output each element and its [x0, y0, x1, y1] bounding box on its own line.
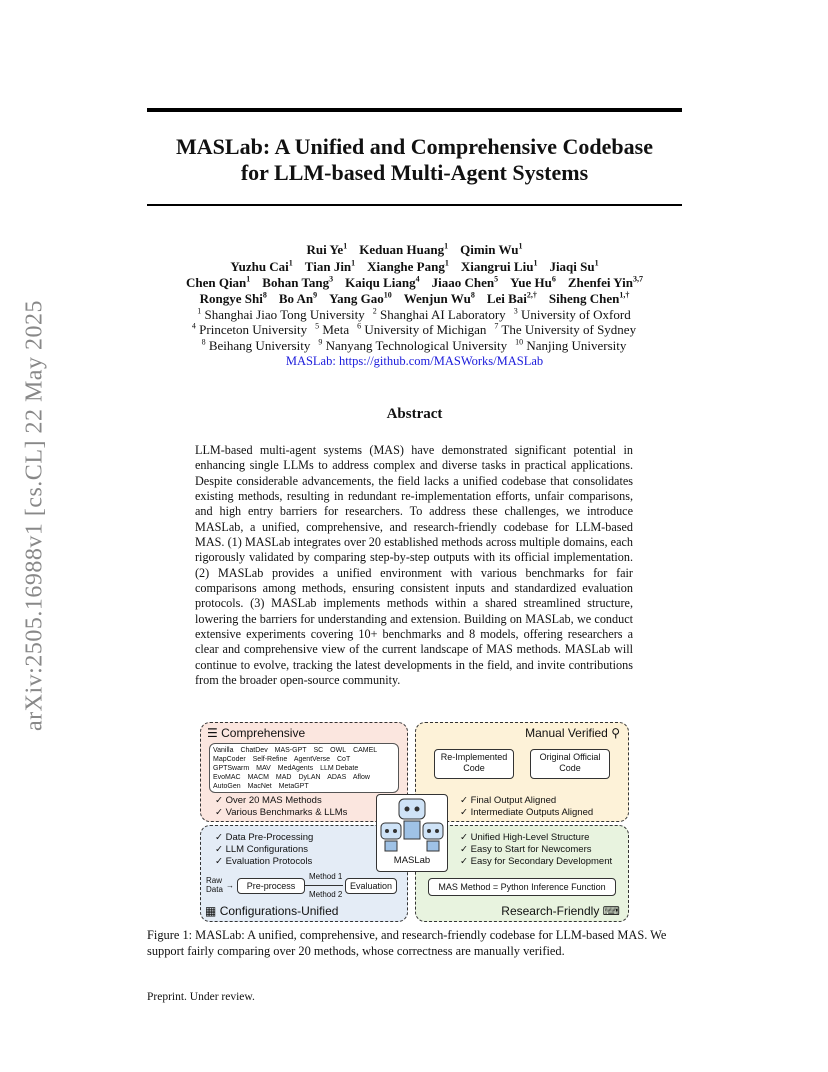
method-name: MapCoder	[213, 756, 246, 763]
affiliation: $^{10}$ Nanjing University	[515, 338, 627, 354]
author-sup: 8	[262, 291, 267, 300]
comp-check-1-label: Over 20 MAS Methods	[225, 795, 322, 806]
affiliation-sup: 3	[513, 307, 518, 316]
author-sup: 2,†	[526, 291, 537, 300]
affiliation-sup: 2	[372, 307, 377, 316]
author-name: Yang Gao$^{10}$	[329, 291, 392, 307]
author-name: Wenjun Wu$^8$	[403, 291, 475, 307]
affiliation-sup: 5	[315, 322, 320, 331]
keyboard-icon: ⌨	[602, 904, 620, 918]
method-name: CAMEL	[353, 747, 378, 754]
author-sup: 1	[594, 259, 599, 268]
affiliation: $^4$ Princeton University	[191, 322, 308, 338]
author-sup: 10	[383, 291, 392, 300]
affiliation-sup: 4	[191, 322, 196, 331]
author-sup: 6	[551, 275, 556, 284]
manual-check-1-label: Final Output Aligned	[470, 795, 557, 806]
preprint-note: Preprint. Under review.	[147, 991, 255, 1003]
author-sup: 1	[533, 259, 538, 268]
author-name: Jiaqi Su$^1$	[549, 259, 599, 275]
comp-check-1: ✓ Over 20 MAS Methods	[215, 795, 322, 806]
author-name: Kaiqu Liang$^4$	[345, 275, 420, 291]
method-name: AgentVerse	[293, 756, 331, 763]
raw-data-label: Raw Data	[206, 876, 223, 894]
method-name: ADAS	[327, 774, 347, 781]
comp-check-2: ✓ Various Benchmarks & LLMs	[215, 807, 348, 818]
author-line	[147, 259, 682, 275]
author-sup: 3	[329, 275, 334, 284]
author-name: Rui Ye$^1$	[306, 242, 348, 258]
preprocess-box: Pre-process	[237, 878, 305, 894]
manual-verified-label: Manual Verified	[525, 726, 608, 740]
author-sup: 1	[288, 259, 293, 268]
methods-cloud-text	[213, 746, 395, 791]
maslab-badge	[376, 794, 448, 872]
comprehensive-heading	[207, 726, 305, 740]
author-sup: 1	[518, 242, 523, 251]
affiliation-line	[100, 322, 728, 338]
comprehensive-label: Comprehensive	[221, 726, 306, 740]
affiliation: $^1$ Shanghai Jiao Tong University	[197, 307, 365, 323]
author-name: Tian Jin$^1$	[304, 259, 356, 275]
affiliation-sup: 6	[357, 322, 362, 331]
robot-icon	[377, 795, 447, 855]
method-name: EvoMAC	[213, 774, 241, 781]
author-name: Chen Qian$^1$	[185, 275, 251, 291]
manual-check-2: ✓ Intermediate Outputs Aligned	[460, 807, 594, 818]
author-line	[147, 242, 682, 258]
config-check-2-label: LLM Configurations	[225, 844, 308, 855]
research-check-3: ✓ Easy for Secondary Development	[460, 856, 613, 867]
method-name: MAD	[275, 774, 292, 781]
figure-caption: Figure 1: MASLab: A unified, comprehensive, and research-friendly codebase for LLM-based MAS. We support fairly comparing over 20 methods, whose correctness are manually verified.	[147, 928, 667, 958]
author-sup: 9	[313, 291, 318, 300]
author-name: Xiangrui Liu$^1$	[460, 259, 538, 275]
config-check-1: ✓ Data Pre-Processing	[215, 832, 314, 843]
magnifier-icon: ⚲	[611, 726, 620, 740]
author-name: Yuzhu Cai$^1$	[230, 259, 293, 275]
author-sup: 1	[444, 259, 449, 268]
reimplemented-code-box: Re-Implemented Code	[434, 749, 514, 779]
calendar-icon: ▦	[205, 904, 217, 918]
author-name: Xianghe Pang$^1$	[367, 259, 449, 275]
research-heading	[501, 904, 620, 918]
config-check-3-label: Evaluation Protocols	[225, 856, 313, 867]
method-name: LLM Debate	[320, 765, 359, 772]
title-line-2: for LLM-based Multi-Agent Systems	[240, 160, 589, 185]
author-sup: 1	[343, 242, 348, 251]
layers-icon: ☰	[207, 726, 218, 740]
research-label: Research-Friendly	[501, 904, 600, 918]
method-name: CoT	[337, 756, 351, 763]
configurations-heading	[205, 904, 338, 918]
research-check-1: ✓ Unified High-Level Structure	[460, 832, 590, 843]
affiliation: $^7$ The University of Sydney	[494, 322, 637, 338]
manual-check-2-label: Intermediate Outputs Aligned	[470, 807, 594, 818]
author-name: Yue Hu$^6$	[510, 275, 556, 291]
affiliation: $^5$ Meta	[315, 322, 350, 338]
method-2-label: Method 2	[309, 890, 343, 899]
research-check-1-label: Unified High-Level Structure	[470, 832, 590, 843]
affiliation: $^3$ University of Oxford	[513, 307, 631, 323]
affiliation-sup: 1	[197, 307, 202, 316]
arxiv-stamp: arXiv:2505.16988v1 [cs.CL] 22 May 2025	[21, 300, 48, 731]
author-sup: 1	[246, 275, 251, 284]
method-name: GPTSwarm	[213, 765, 250, 772]
title-bottom-rule	[147, 204, 682, 206]
author-name: Lei Bai$^{2,\dagger}$	[486, 291, 537, 307]
affiliation-sup: 10	[515, 338, 524, 347]
method-name: MAS-GPT	[274, 747, 307, 754]
abstract-heading: Abstract	[386, 406, 443, 422]
configurations-label: Configurations-Unified	[219, 904, 339, 918]
author-sup: 1	[444, 242, 449, 251]
comp-check-2-label: Various Benchmarks & LLMs	[225, 807, 348, 818]
author-sup: 4	[415, 275, 420, 284]
author-name: Keduan Huang$^1$	[359, 242, 449, 258]
abstract-body: LLM-based multi-agent systems (MAS) have demonstrated significant potential in enhancing single LLMs to address complex and diverse tasks in practical applications. Despite considerable advancements, the field lacks a unified codebase that consolidates existing methods, resulting in redundant re-implementation efforts, unfair comparisons, and high entry barriers for researchers. To address these challenges, we introduce MASLab, a unified, comprehensive, and research-friendly codebase for LLM-based MAS. (1) MASLab integrates over 20 established methods across multiple domains, each rigorously validated by comparing step-by-step outputs with its official implementation. (2) MASLab provides a unified environment with various benchmarks for fair comparisons among methods, ensuring consistent inputs and standardized evaluation protocols. (3) MASLab implements methods within a shared streamlined structure, lowering the barriers for understanding and extension. Building on MASLab, we conduct extensive experiments covering 10+ benchmarks and 8 models, offering researchers a clear and comprehensive view of the current landscape of MAS methods. MASLab will continue to evolve, tracking the latest developments in the field, and invite contributions from the broader open-source community.	[195, 443, 633, 688]
method-name: DyLAN	[298, 774, 321, 781]
method-name: MACM	[247, 774, 269, 781]
author-sup: 3,7	[633, 275, 644, 284]
figure-1	[200, 722, 630, 922]
author-line	[147, 291, 682, 307]
affiliation-line	[100, 338, 728, 354]
research-check-2-label: Easy to Start for Newcomers	[470, 844, 592, 855]
manual-check-1: ✓ Final Output Aligned	[460, 795, 557, 806]
manual-verified-heading	[525, 726, 620, 740]
method-name: Aflow	[352, 774, 370, 781]
author-name: Zhenfei Yin$^{3,7}$	[567, 275, 644, 291]
affiliation: $^6$ University of Michigan	[357, 322, 487, 338]
method-name: MetaGPT	[278, 783, 309, 790]
evaluation-box: Evaluation	[345, 878, 397, 894]
method-name: MAV	[256, 765, 271, 772]
config-check-2: ✓ LLM Configurations	[215, 844, 308, 855]
author-name: Bohan Tang$^3$	[262, 275, 334, 291]
mas-method-box: MAS Method = Python Inference Function	[428, 878, 616, 896]
method-1-label: Method 1	[309, 872, 343, 881]
author-name: Bo An$^9$	[278, 291, 318, 307]
author-sup: 1,†	[619, 291, 630, 300]
method-name: ChatDev	[240, 747, 268, 754]
method-name: Vanilla	[213, 747, 234, 754]
method-name: SC	[313, 747, 324, 754]
affiliation: $^8$ Beihang University	[201, 338, 311, 354]
method-name: AutoGen	[213, 783, 241, 790]
affiliation-sup: 7	[494, 322, 499, 331]
methods-cloud	[209, 743, 399, 793]
author-name: Qimin Wu$^1$	[460, 242, 523, 258]
maslab-label: MASLab	[393, 855, 431, 866]
affiliation: $^9$ Nanyang Technological University	[318, 338, 508, 354]
method-name: MacNet	[247, 783, 272, 790]
paper-title	[147, 134, 682, 186]
author-name: Rongye Shi$^8$	[199, 291, 267, 307]
affiliation: $^2$ Shanghai AI Laboratory	[372, 307, 506, 323]
affiliation-sup: 8	[201, 338, 206, 347]
official-code-box: Original Official Code	[530, 749, 610, 779]
method-name: Self-Refine	[252, 756, 288, 763]
research-check-2: ✓ Easy to Start for Newcomers	[460, 844, 592, 855]
author-sup: 1	[351, 259, 356, 268]
config-check-3: ✓ Evaluation Protocols	[215, 856, 313, 867]
method-name: MedAgents	[277, 765, 314, 772]
research-check-3-label: Easy for Secondary Development	[470, 856, 613, 867]
author-sup: 8	[470, 291, 475, 300]
title-line-1: MASLab: A Unified and Comprehensive Codebase	[176, 134, 653, 159]
title-top-rule	[147, 108, 682, 112]
arrow-icon: →	[226, 881, 234, 890]
method-arrow	[305, 885, 343, 886]
config-check-1-label: Data Pre-Processing	[225, 832, 314, 843]
github-link[interactable]: MASLab: https://github.com/MASWorks/MASLab	[285, 354, 544, 368]
author-line	[147, 275, 682, 291]
author-name: Jiaao Chen$^5$	[431, 275, 499, 291]
affiliation-line	[100, 307, 728, 323]
affiliation-sup: 9	[318, 338, 323, 347]
author-sup: 5	[494, 275, 499, 284]
author-name: Siheng Chen$^{1,\dagger}$	[548, 291, 630, 307]
method-name: OWL	[330, 747, 347, 754]
